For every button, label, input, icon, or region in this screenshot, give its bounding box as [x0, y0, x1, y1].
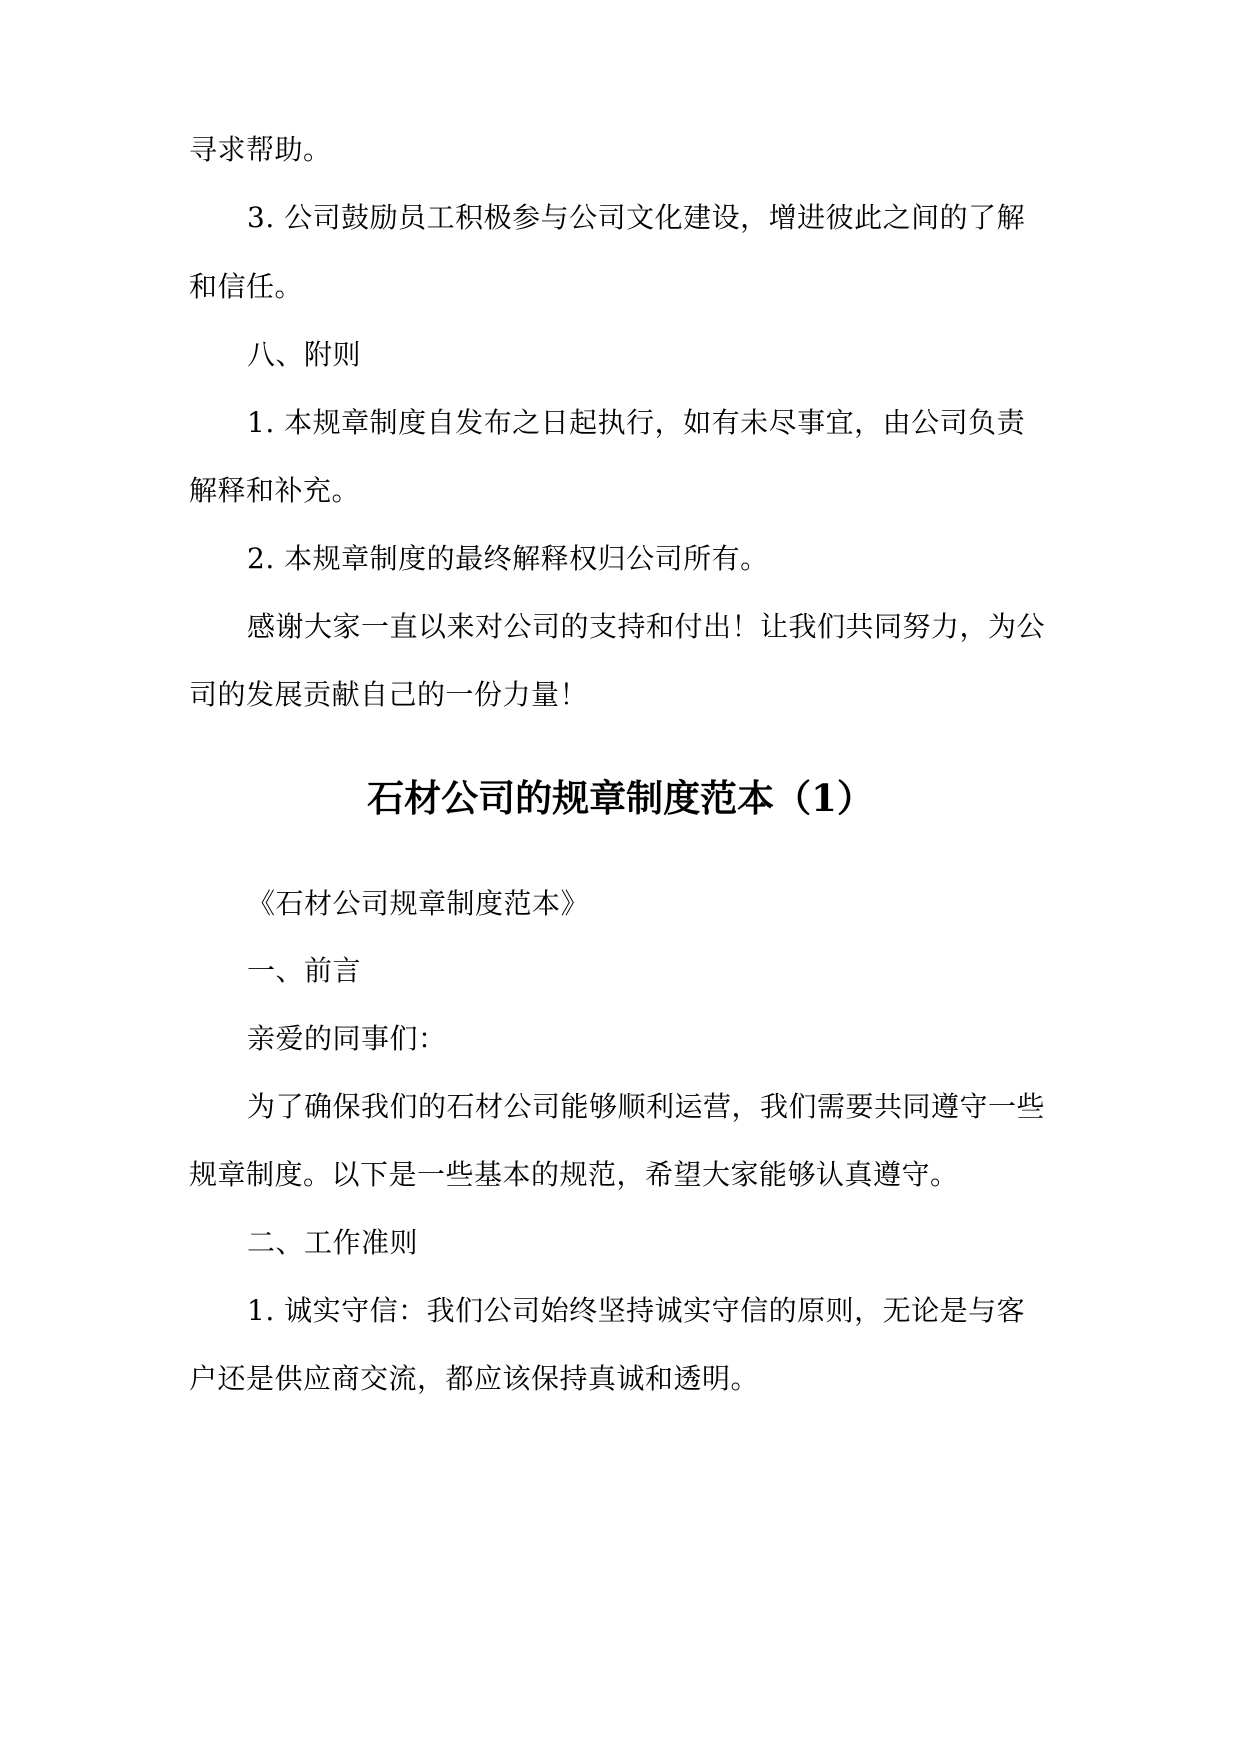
text-line: 《石材公司规章制度范本》 — [247, 887, 590, 920]
text-line: 3. 公司鼓励员工积极参与公司文化建设，增进彼此之间的了解 — [247, 201, 1026, 234]
text-line: 解释和补充。 — [189, 474, 361, 507]
section-heading: 一、前言 — [247, 954, 362, 987]
section-heading: 二、工作准则 — [247, 1226, 419, 1259]
text-line: 亲爱的同事们： — [247, 1022, 447, 1055]
document-title: 石材公司的规章制度范本（1） — [367, 776, 874, 820]
text-line: 司的发展贡献自己的一份力量！ — [189, 678, 589, 711]
section-heading: 八、附则 — [247, 338, 362, 371]
text-line: 为了确保我们的石材公司能够顺利运营，我们需要共同遵守一些 — [247, 1090, 1046, 1123]
text-line: 感谢大家一直以来对公司的支持和付出！让我们共同努力，为公 — [247, 610, 1046, 643]
text-line: 2. 本规章制度的最终解释权归公司所有。 — [247, 542, 769, 575]
text-line: 和信任。 — [189, 270, 304, 303]
text-line: 1. 诚实守信：我们公司始终坚持诚实守信的原则，无论是与客 — [247, 1294, 1026, 1327]
text-line: 户还是供应商交流，都应该保持真诚和透明。 — [189, 1362, 760, 1395]
text-line: 1. 本规章制度自发布之日起执行，如有未尽事宜，由公司负责 — [247, 406, 1026, 439]
text-line: 寻求帮助。 — [189, 133, 332, 166]
text-line: 规章制度。以下是一些基本的规范，希望大家能够认真遵守。 — [189, 1158, 959, 1191]
